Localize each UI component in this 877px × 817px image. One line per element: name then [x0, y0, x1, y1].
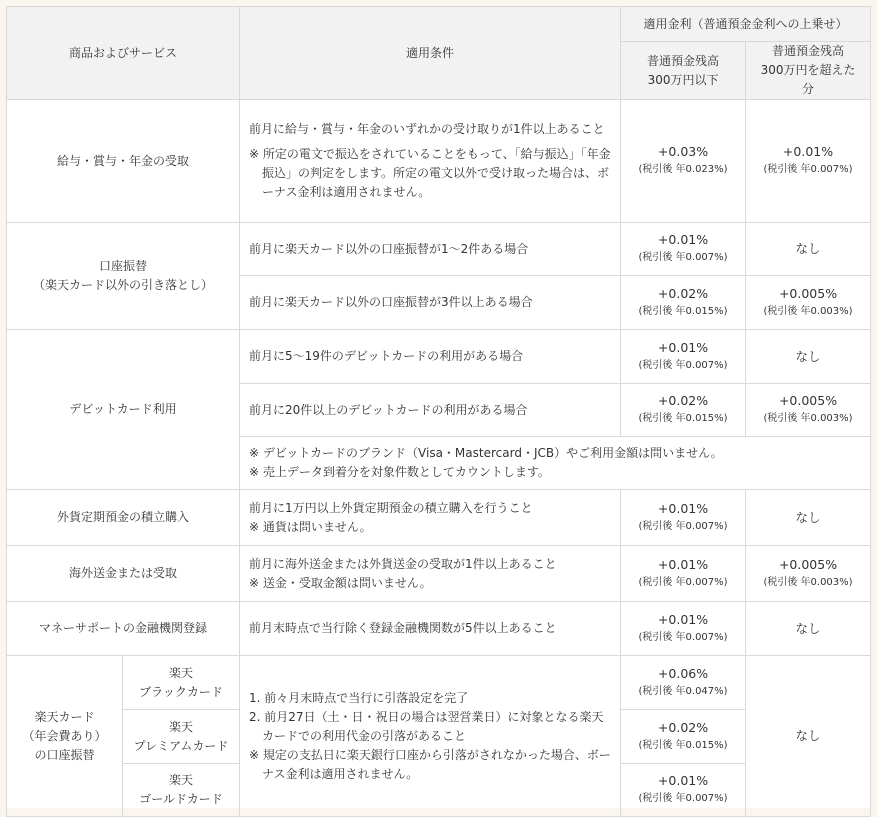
rate-card-over: なし: [746, 656, 871, 817]
rate-card-premium-under: +0.02% (税引後 年0.015%): [621, 710, 746, 764]
product-transfer: 口座振替 （楽天カード以外の引き落とし）: [7, 223, 240, 330]
condition-transfer-b: 前月に楽天カード以外の口座振替が3件以上ある場合: [240, 276, 621, 330]
header-product: 商品およびサービス: [7, 7, 240, 100]
table-row-card-black: [7, 656, 871, 710]
note-salary: ※ 所定の電文で振込をされていることをもって、「給与振込」「年金振込」の判定をします。所定の電文以外で受け取った場合は、ボーナス金利は適用されません。: [249, 147, 611, 199]
rate-salary-over: +0.01% (税引後 年0.007%): [746, 100, 871, 223]
rate-transfer-a-under: +0.01% (税引後 年0.007%): [621, 223, 746, 276]
rate-debit-a-under: +0.01% (税引後 年0.007%): [621, 330, 746, 384]
table-row-money-support: [7, 602, 871, 656]
product-overseas: 海外送金または受取: [7, 546, 240, 602]
condition-debit-b: 前月に20件以上のデビットカードの利用がある場合: [240, 384, 621, 437]
rate-card-gold-under: +0.01% (税引後 年0.007%): [621, 764, 746, 817]
rate-card-black-under: +0.06% (税引後 年0.047%): [621, 656, 746, 710]
table-header-row: [7, 7, 871, 42]
condition-overseas: 前月に海外送金または外貨送金の受取が1件以上あること ※ 送金・受取金額は問いません。: [240, 546, 621, 602]
condition-money-support: 前月末時点で当行除く登録金融機関数が5件以上あること: [240, 602, 621, 656]
rate-debit-a-over: なし: [746, 330, 871, 384]
rate-debit-b-over: +0.005% (税引後 年0.003%): [746, 384, 871, 437]
header-rate-over-3m: 普通預金残高 300万円を超えた分: [746, 42, 871, 100]
rate-money-support-under: +0.01% (税引後 年0.007%): [621, 602, 746, 656]
header-rate-group: 適用金利（普通預金金利への上乗せ）: [621, 7, 871, 42]
bonus-rate-table-container: [6, 6, 870, 808]
product-card: 楽天カード （年会費あり） の口座振替: [7, 656, 123, 817]
card-type-premium: 楽天 プレミアムカード: [123, 710, 240, 764]
rate-overseas-under: +0.01% (税引後 年0.007%): [621, 546, 746, 602]
rate-overseas-over: +0.005% (税引後 年0.003%): [746, 546, 871, 602]
header-condition: 適用条件: [240, 7, 621, 100]
card-type-black: 楽天 ブラックカード: [123, 656, 240, 710]
rate-transfer-b-under: +0.02% (税引後 年0.015%): [621, 276, 746, 330]
table-row-fx: [7, 490, 871, 546]
condition-transfer-a: 前月に楽天カード以外の口座振替が1～2件ある場合: [240, 223, 621, 276]
rate-money-support-over: なし: [746, 602, 871, 656]
rate-salary-under: +0.03% (税引後 年0.023%): [621, 100, 746, 223]
product-debit: デビットカード利用: [7, 330, 240, 490]
bonus-rate-table: [6, 6, 871, 817]
table-row-overseas: [7, 546, 871, 602]
rate-transfer-a-over: なし: [746, 223, 871, 276]
condition-debit-a: 前月に5～19件のデビットカードの利用がある場合: [240, 330, 621, 384]
table-row-transfer-a: [7, 223, 871, 276]
rate-debit-b-under: +0.02% (税引後 年0.015%): [621, 384, 746, 437]
product-money-support: マネーサポートの金融機関登録: [7, 602, 240, 656]
product-fx: 外貨定期預金の積立購入: [7, 490, 240, 546]
condition-fx: 前月に1万円以上外貨定期預金の積立購入を行うこと ※ 通貨は問いません。: [240, 490, 621, 546]
table-row-salary: [7, 100, 871, 223]
rate-fx-over: なし: [746, 490, 871, 546]
notes-debit: ※ デビットカードのブランド（Visa・Mastercard・JCB）やご利用金額は問いません。 ※ 売上データ到着分を対象件数としてカウントします。: [240, 437, 871, 490]
card-type-gold: 楽天 ゴールドカード: [123, 764, 240, 817]
rate-transfer-b-over: +0.005% (税引後 年0.003%): [746, 276, 871, 330]
condition-card: 1. 前々月末時点で当行に引落設定を完了 2. 前月27日（土・日・祝日の場合は翌営業日）に対象となる楽天カードでの利用代金の引落があること ※ 規定の支払日に楽天銀行口座から引落がされなかった場合、ボーナス金利は適用されません。: [240, 656, 621, 817]
table-row-debit-a: [7, 330, 871, 384]
rate-fx-under: +0.01% (税引後 年0.007%): [621, 490, 746, 546]
product-salary: 給与・賞与・年金の受取: [7, 100, 240, 223]
header-rate-under-3m: 普通預金残高 300万円以下: [621, 42, 746, 100]
condition-salary: 前月に給与・賞与・年金のいずれかの受け取りが1件以上あること ※ 所定の電文で振込をされていることをもって、「給与振込」「年金振込」の判定をします。所定の電文以外で受け取った場合は、ボーナス金利は適用されません。: [240, 100, 621, 223]
